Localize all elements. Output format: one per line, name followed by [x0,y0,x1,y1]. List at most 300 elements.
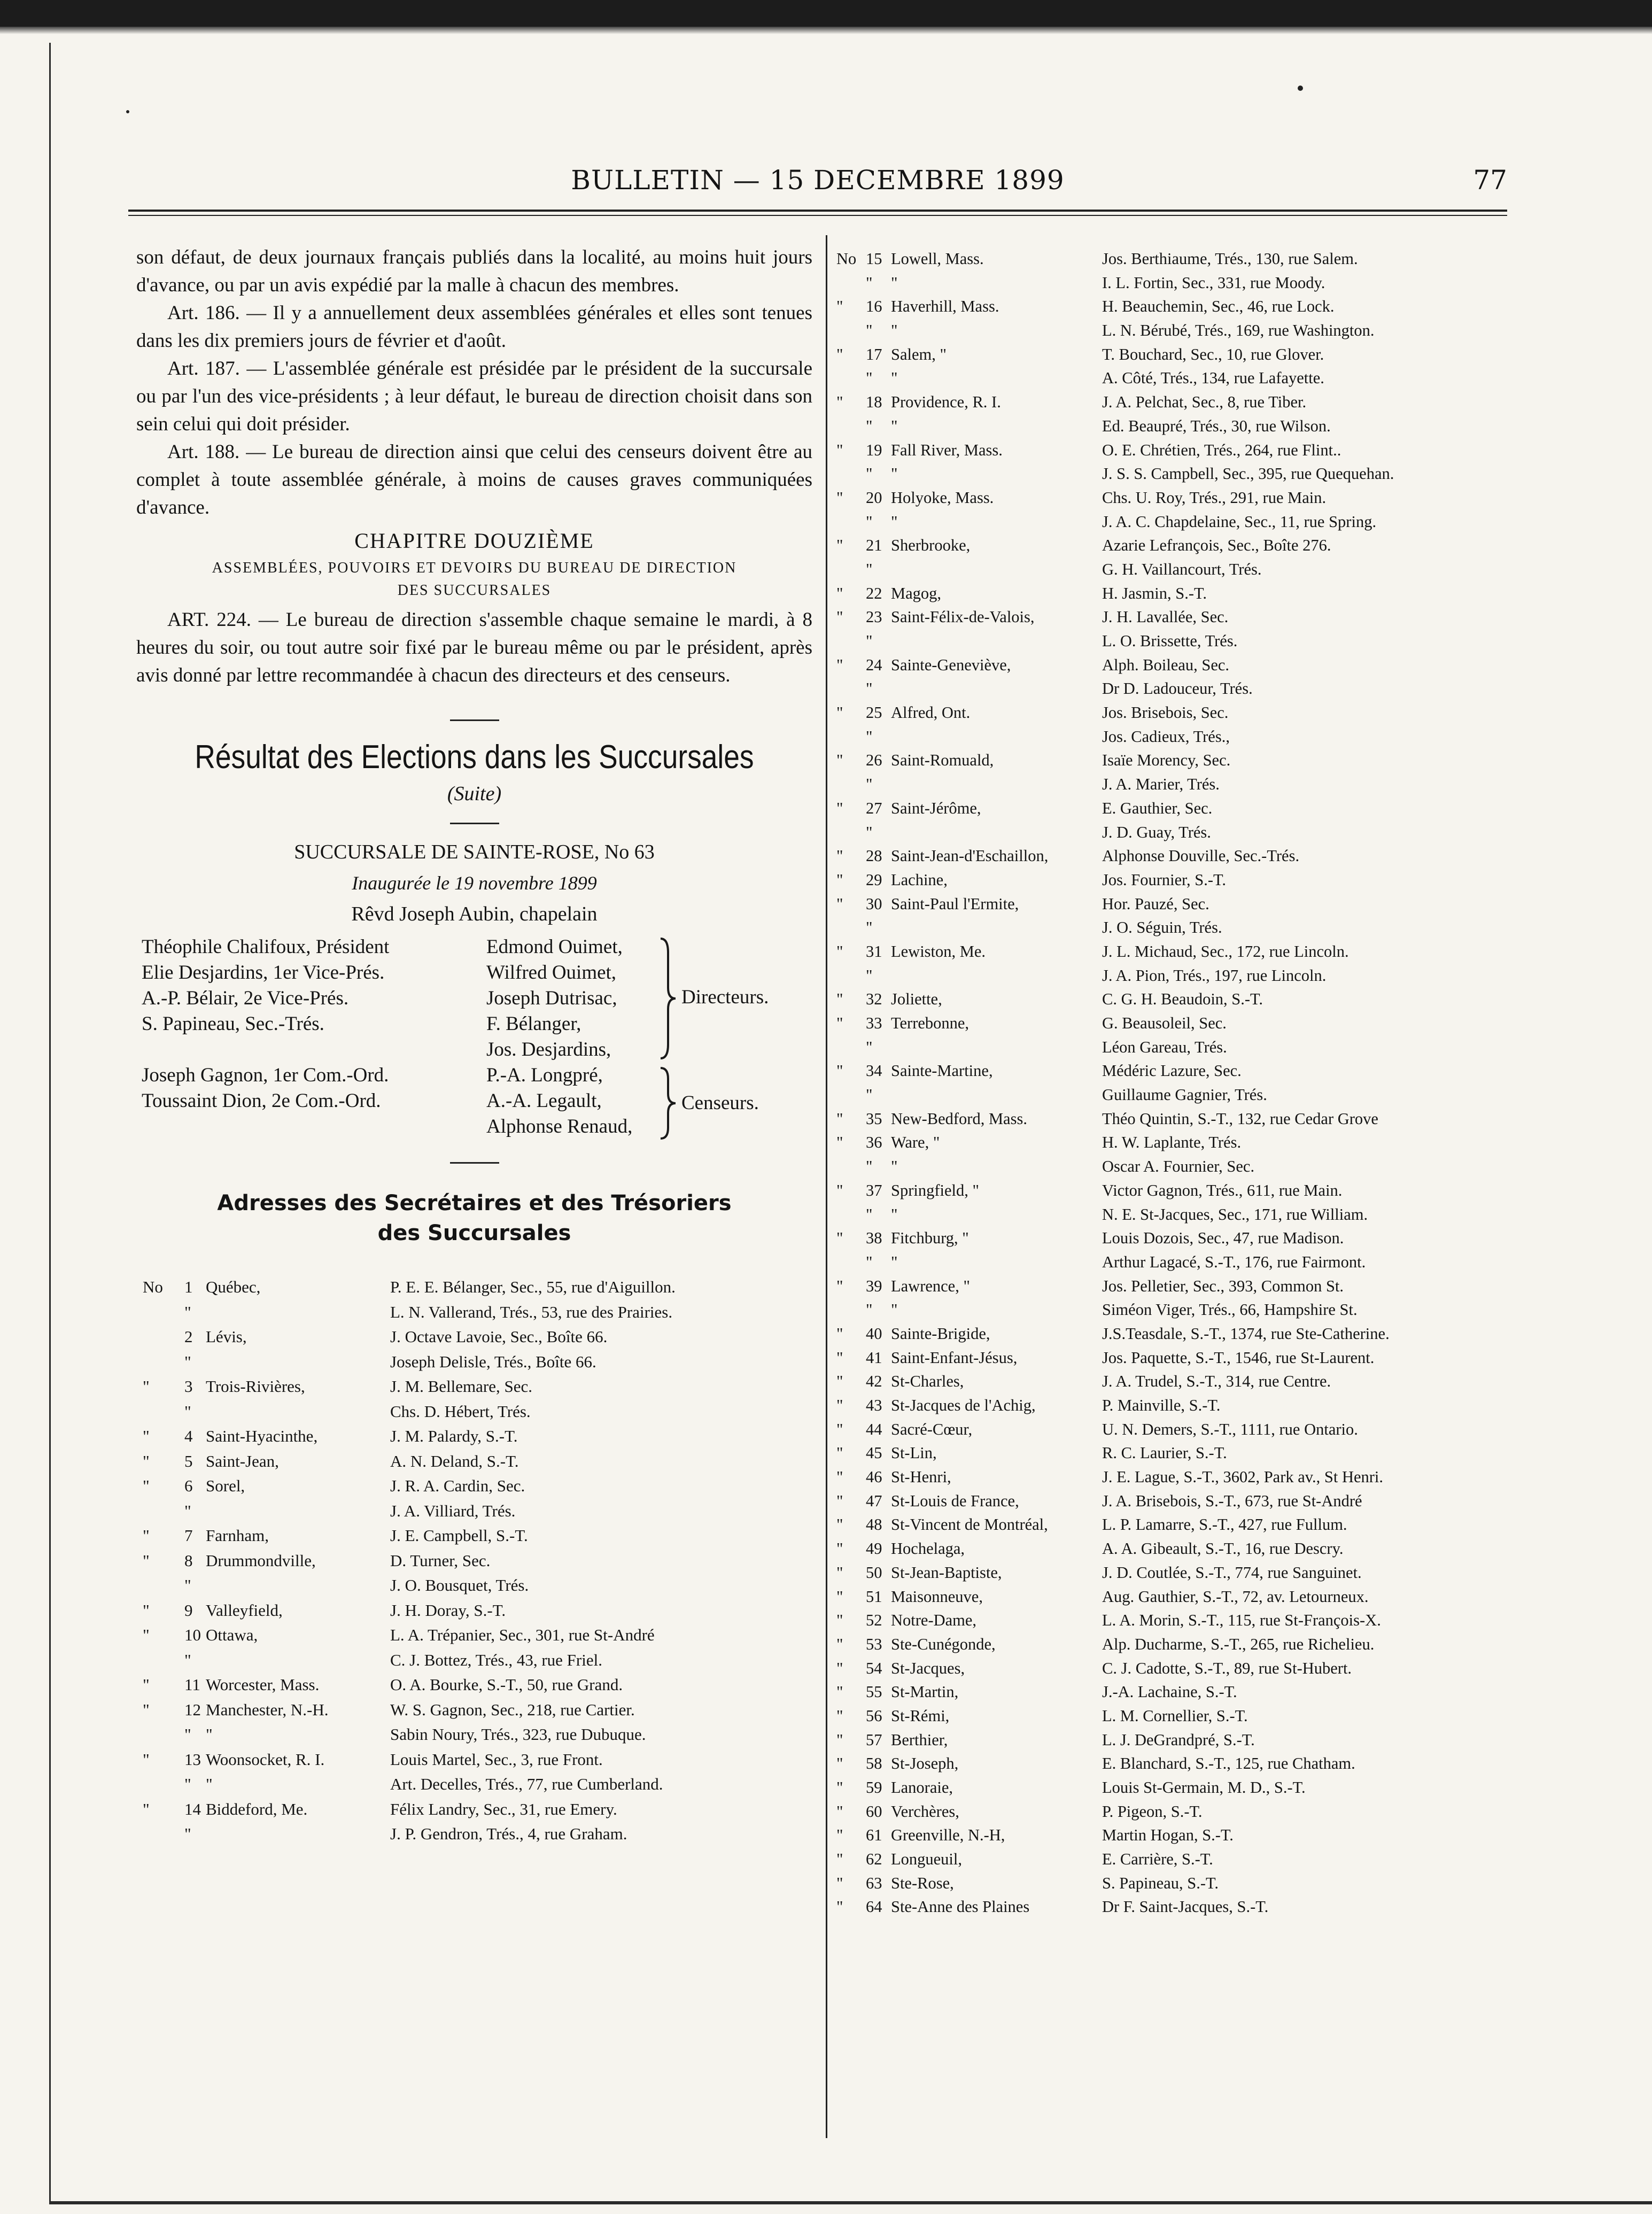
address-place: St-Jean-Baptiste, [891,1563,1002,1582]
address-prefix: " [836,1444,843,1462]
address-row [836,868,1510,892]
address-row [836,653,1510,677]
address-row [836,510,1510,534]
address-row [136,1673,812,1698]
officer: Toussaint Dion, 2e Com.-Ord. [142,1090,381,1112]
address-row [836,1704,1510,1728]
address-prefix: " [836,1730,843,1749]
address-prefix: " [836,655,843,674]
addresses-title-2: des Succursales [377,1221,571,1245]
address-prefix: " [836,870,843,889]
paragraph-art-224: ART. 224. — Le bureau de direction s'assemble chaque semaine le mardi, à 8 heures du soir, ou tout autre soir fixé par le bureau même ou par le président, après avis donné par lettre recommandée à chacun des directeurs et des censeurs. [136,609,812,686]
address-person: P. Pigeon, S.-T. [1102,1802,1203,1821]
address-row [836,1871,1510,1895]
address-row [836,366,1510,390]
address-number: " [866,966,873,985]
address-place: " [891,1157,898,1176]
address-row [136,1598,812,1623]
address-place: Verchères, [891,1802,959,1821]
address-number: 38 [866,1229,882,1248]
address-row [136,1549,812,1574]
address-number: 45 [866,1444,882,1462]
address-person: Louis St-Germain, M. D., S.-T. [1102,1778,1306,1797]
address-person: Jos. Paquette, S.-T., 1546, rue St-Laurent. [1102,1348,1375,1367]
address-row [136,1275,812,1300]
address-number: 6 [184,1476,193,1495]
address-place: Longueuil, [891,1850,962,1869]
address-place: New-Bedford, Mass. [891,1109,1027,1128]
address-prefix: " [836,1874,843,1892]
officer-spacer [142,1037,389,1063]
address-place: Saint-Jean, [206,1451,279,1470]
scan-top-shadow [0,27,1652,34]
address-person: N. E. St-Jacques, Sec., 171, rue William. [1102,1205,1368,1224]
address-person: Léon Gareau, Trés. [1102,1038,1227,1056]
address-place: Lachine, [891,870,948,889]
address-prefix: " [836,1491,843,1510]
address-number: " [866,560,873,578]
address-prefix: " [836,440,843,459]
address-person: A. Côté, Trés., 134, rue Lafayette. [1102,369,1324,388]
address-prefix: " [836,536,843,555]
address-row [836,1537,1510,1561]
address-row [836,1155,1510,1179]
address-person: J. R. A. Cardin, Sec. [390,1476,525,1495]
address-number: 61 [866,1826,882,1845]
address-person: H. Jasmin, S.-T. [1102,584,1207,602]
address-number: 11 [184,1675,200,1694]
address-person: L. J. DeGrandpré, S.-T. [1102,1730,1255,1749]
address-place: Saint-Félix-de-Valois, [891,608,1035,626]
address-place: " [891,465,898,483]
address-prefix: " [836,1539,843,1558]
address-place: Maisonneuve, [891,1587,983,1606]
address-person: J. L. Michaud, Sec., 172, rue Lincoln. [1102,942,1349,961]
address-prefix: " [836,894,843,913]
address-row [836,414,1510,438]
address-row [136,1797,812,1822]
address-row [136,1698,812,1723]
address-number: 29 [866,870,882,889]
address-prefix: " [836,1324,843,1343]
address-row [836,1369,1510,1394]
address-number: " [866,273,873,292]
address-place: Sainte-Brigide, [891,1324,990,1343]
address-prefix: " [836,1348,843,1367]
address-number: 58 [866,1754,882,1773]
address-number: 12 [184,1700,201,1719]
address-place: Notre-Dame, [891,1611,977,1630]
header-title: BULLETIN — 15 DECEMBRE 1899 [571,165,1065,196]
address-prefix: " [836,608,843,626]
address-row [136,1449,812,1474]
address-number: 43 [866,1396,882,1414]
address-number: " [184,1824,191,1843]
address-number: 41 [866,1348,882,1367]
address-row [136,1325,812,1350]
address-person: G. Beausoleil, Sec. [1102,1014,1227,1032]
address-prefix: " [143,1427,150,1445]
header-rule-thin [128,215,1507,216]
address-person: J. A. Villiard, Trés. [390,1501,516,1520]
address-place: Woonsocket, R. I. [206,1749,325,1769]
address-person: Martin Hogan, S.-T. [1102,1826,1234,1845]
address-person: Jos. Cadieux, Trés., [1102,727,1230,746]
address-number: " [866,465,873,483]
address-person: W. S. Gagnon, Sec., 218, rue Cartier. [390,1700,635,1719]
address-number: 44 [866,1420,882,1438]
address-row [836,605,1510,629]
address-person: Guillaume Gagnier, Trés. [1102,1086,1267,1104]
address-place: " [891,1205,898,1224]
address-place: Magog, [891,584,942,602]
address-number: 30 [866,894,882,913]
paragraph-art-187: Art. 187. — L'assemblée générale est présidée par le président de la succursale ou par l'un des vice-présidents ; à leur défaut, le bureau de direction choisit dans son sein celui qui doit présider. [136,358,812,435]
address-person: J. E. Lague, S.-T., 3602, Park av., St Henri. [1102,1468,1384,1487]
address-prefix: " [836,393,843,412]
column-divider [826,235,827,2138]
address-person: E. Gauthier, Sec. [1102,799,1213,817]
address-number: 8 [184,1551,193,1570]
address-person: Jos. Pelletier, Sec., 393, Common St. [1102,1276,1344,1295]
address-place: St-Lin, [891,1444,937,1462]
address-place: St-Louis de France, [891,1491,1019,1510]
address-number: " [184,1501,191,1520]
address-person: J. A. C. Chapdelaine, Sec., 11, rue Spring. [1102,512,1377,531]
address-row [836,1418,1510,1442]
addresses-list-left [136,1275,812,1847]
address-person: A. A. Gibeault, S.-T., 16, rue Descry. [1102,1539,1344,1558]
address-row [836,748,1510,772]
address-person: Alphonse Douville, Sec.-Trés. [1102,847,1300,865]
address-number: 31 [866,942,882,961]
address-person: Arthur Lagacé, S.-T., 176, rue Fairmont. [1102,1252,1366,1271]
address-row [836,271,1510,295]
address-prefix: " [143,1799,150,1818]
address-person: Aug. Gauthier, S.-T., 72, av. Letourneux. [1102,1587,1369,1606]
addresses-title: Adresses des Secrétaires et des Trésoriers [217,1191,732,1216]
scan-left-edge [49,43,51,2202]
address-number: " [184,1402,191,1421]
address-number: 36 [866,1133,882,1152]
address-row [836,725,1510,749]
address-number: 26 [866,751,882,770]
address-row [836,1680,1510,1704]
address-row [136,1300,812,1325]
address-number: " [866,727,873,746]
address-person: Jos. Berthiaume, Trés., 130, rue Salem. [1102,250,1358,268]
address-row [836,486,1510,510]
officer: A.-P. Bélair, 2e Vice-Prés. [142,987,349,1009]
address-person: O. E. Chrétien, Trés., 264, rue Flint.. [1102,440,1341,459]
address-person: Louis Martel, Sec., 3, rue Front. [390,1749,603,1769]
address-prefix: " [143,1675,150,1694]
address-number: " [866,823,873,841]
address-person: J. P. Gendron, Trés., 4, rue Graham. [390,1824,627,1843]
address-person: J. Octave Lavoie, Sec., Boîte 66. [390,1327,608,1346]
address-row [836,390,1510,414]
paragraph-art-186: Art. 186. — Il y a annuellement deux assemblées générales et elles sont tenues dans les dix premiers jours de février et d'août. [136,302,812,352]
address-person: P. E. E. Bélanger, Sec., 55, rue d'Aiguillon. [390,1278,676,1296]
address-place: St-Joseph, [891,1754,959,1773]
officer: Théophile Chalifoux, Président [142,936,390,958]
address-number: " [866,679,873,698]
address-prefix: " [836,1133,843,1152]
address-place: Saint-Enfant-Jésus, [891,1348,1018,1367]
address-row [836,462,1510,486]
address-number: 25 [866,703,882,722]
address-person: J. D. Coutlée, S.-T., 774, rue Sanguinet. [1102,1563,1362,1582]
section-divider [450,1162,499,1164]
address-person: H. Beauchemin, Sec., 46, rue Lock. [1102,297,1335,316]
address-number: 54 [866,1659,882,1677]
director: Wilfred Ouimet, [486,962,617,984]
address-prefix: " [836,1898,843,1916]
address-place: Saint-Paul l'Ermite, [891,894,1019,913]
address-place: St-Martin, [891,1683,959,1701]
address-place: Québec, [206,1278,261,1296]
address-place: Sainte-Geneviève, [891,655,1011,674]
address-prefix: " [836,1062,843,1080]
address-prefix: " [143,1600,150,1620]
addresses-list-right [836,247,1510,1919]
address-number: 53 [866,1635,882,1653]
address-prefix: No [143,1278,163,1296]
directors-brace [657,936,679,1060]
address-person: Ed. Beaupré, Trés., 30, rue Wilson. [1102,416,1331,435]
address-person: L. M. Cornellier, S.-T. [1102,1706,1248,1725]
address-prefix: " [836,799,843,817]
address-prefix: " [836,990,843,1009]
address-person: Dr D. Ladouceur, Trés. [1102,679,1253,698]
address-number: 24 [866,655,882,674]
address-number: " [866,1252,873,1271]
address-number: " [184,1725,191,1744]
address-place: Sainte-Martine, [891,1062,993,1080]
elections-title: Résultat des Elections dans les Succursales [195,739,754,776]
address-prefix: " [836,847,843,865]
address-place: Lanoraie, [891,1778,953,1797]
censors-role: Censeurs. [681,1092,759,1114]
address-place: " [891,1300,898,1319]
address-place: St-Rémi, [891,1706,950,1725]
address-prefix: " [836,1635,843,1653]
address-number: 28 [866,847,882,865]
address-prefix: " [836,1420,843,1438]
address-number: 49 [866,1539,882,1558]
address-number: 57 [866,1730,882,1749]
address-person: J.-A. Lachaine, S.-T. [1102,1683,1237,1701]
address-prefix: " [836,584,843,602]
address-number: 34 [866,1062,882,1080]
address-number: 50 [866,1563,882,1582]
address-number: " [866,918,873,937]
address-row [836,1083,1510,1107]
address-number: 2 [184,1327,193,1346]
address-prefix: " [836,942,843,961]
address-row [136,1722,812,1747]
address-person: L. A. Morin, S.-T., 115, rue St-François-X. [1102,1611,1381,1630]
address-prefix: " [143,1377,150,1396]
address-row [836,1585,1510,1609]
address-row [836,1823,1510,1847]
address-prefix: " [143,1700,150,1719]
address-row [836,820,1510,845]
address-number: " [866,1205,873,1224]
address-person: L. P. Lamarre, S.-T., 427, rue Fullum. [1102,1515,1347,1534]
officers-left-list [142,934,389,1114]
officer: Elie Desjardins, 1er Vice-Prés. [142,962,385,984]
address-row [836,1752,1510,1776]
address-place: Joliette, [891,990,942,1009]
address-place: " [206,1725,213,1744]
address-prefix: " [836,1229,843,1248]
right-column [836,247,1510,1919]
address-place: Salem, " [891,345,947,363]
address-number: 4 [184,1427,193,1445]
address-row [136,1523,812,1549]
address-place: " [891,416,898,435]
address-prefix: " [836,1659,843,1677]
address-row [136,1648,812,1673]
censor: P.-A. Longpré, [486,1064,603,1086]
address-number: 47 [866,1491,882,1510]
address-prefix: " [836,1706,843,1725]
address-row [836,1800,1510,1824]
address-prefix: " [143,1551,150,1570]
address-row [136,1623,812,1648]
address-place: St-Charles, [891,1372,964,1391]
address-person: J. A. Trudel, S.-T., 314, rue Centre. [1102,1372,1331,1391]
address-prefix: " [836,1683,843,1701]
address-place: Springfield, " [891,1181,979,1199]
address-place: St-Henri, [891,1468,951,1487]
address-person: Chs. D. Hébert, Trés. [390,1402,531,1421]
address-number: 64 [866,1898,882,1916]
address-prefix: " [836,1754,843,1773]
address-place: Farnham, [206,1526,269,1545]
address-number: 13 [184,1749,201,1769]
address-row [836,1131,1510,1155]
address-person: L. N. Vallerand, Trés., 53, rue des Prairies. [390,1302,673,1321]
address-person: S. Papineau, S.-T. [1102,1874,1219,1892]
address-row [836,1011,1510,1035]
address-person: L. A. Trépanier, Sec., 301, rue St-André [390,1625,655,1644]
address-person: Sabin Noury, Trés., 323, rue Dubuque. [390,1725,646,1744]
page-number: 77 [1473,165,1507,196]
address-prefix: " [836,1181,843,1199]
address-row [836,677,1510,701]
address-person: Hor. Pauzé, Sec. [1102,894,1209,913]
address-row [836,1895,1510,1919]
address-place: Lévis, [206,1327,247,1346]
address-person: J. O. Séguin, Trés. [1102,918,1222,937]
address-place: Worcester, Mass. [206,1675,320,1694]
address-place: Lewiston, Me. [891,942,986,961]
address-person: J. H. Lavallée, Sec. [1102,608,1229,626]
address-person: U. N. Demers, S.-T., 1111, rue Ontario. [1102,1420,1358,1438]
address-number: 27 [866,799,882,817]
address-row [836,1059,1510,1083]
address-row [136,1399,812,1425]
address-person: Louis Dozois, Sec., 47, rue Madison. [1102,1229,1344,1248]
address-row [836,629,1510,653]
address-person: Joseph Delisle, Trés., Boîte 66. [390,1352,596,1371]
address-number: 48 [866,1515,882,1534]
address-number: 1 [184,1278,193,1296]
address-number: 42 [866,1372,882,1391]
address-prefix: " [836,1611,843,1630]
address-prefix: " [836,1396,843,1414]
address-number: 60 [866,1802,882,1821]
address-place: " [891,369,898,388]
address-number: " [866,321,873,340]
address-number: 37 [866,1181,882,1199]
address-person: J. O. Bousquet, Trés. [390,1576,529,1594]
address-person: J.S.Teasdale, S.-T., 1374, rue Ste-Catherine. [1102,1324,1390,1343]
address-row [136,1573,812,1598]
address-number: 18 [866,393,882,412]
section-divider [450,719,499,721]
officer: S. Papineau, Sec.-Trés. [142,1013,324,1035]
page-header [128,160,1507,203]
ink-speck [126,110,129,113]
address-number: " [184,1302,191,1321]
address-person: Dr F. Saint-Jacques, S.-T. [1102,1898,1269,1916]
address-prefix: " [143,1451,150,1470]
address-number: 3 [184,1377,193,1396]
address-person: C. J. Cadotte, S.-T., 89, rue St-Hubert. [1102,1659,1352,1677]
address-person: Théo Quintin, S.-T., 132, rue Cedar Grove [1102,1109,1378,1128]
address-place: " [891,1252,898,1271]
address-prefix: " [836,1014,843,1032]
address-person: L. N. Bérubé, Trés., 169, rue Washington. [1102,321,1375,340]
address-row [836,987,1510,1011]
address-row [836,1226,1510,1250]
address-person: Oscar A. Fournier, Sec. [1102,1157,1255,1176]
address-row [136,1499,812,1524]
address-place: Holyoke, Mass. [891,488,994,507]
address-row [836,343,1510,367]
address-number: 21 [866,536,882,555]
address-prefix: No [836,250,857,268]
address-row [836,1608,1510,1632]
address-row [836,892,1510,916]
address-prefix: " [836,488,843,507]
address-number: 5 [184,1451,193,1470]
address-person: J. E. Campbell, S.-T. [390,1526,528,1545]
address-row [836,1346,1510,1370]
address-number: 22 [866,584,882,602]
address-row [136,1822,812,1847]
address-number: 9 [184,1600,193,1620]
address-row [836,1179,1510,1203]
paragraph-art-188: Art. 188. — Le bureau de direction ainsi que celui des censeurs doivent être au complet à toute assemblée générale, à moins de causes graves communiquées d'avance. [136,441,812,518]
address-number: " [866,775,873,794]
address-number: 7 [184,1526,193,1545]
address-place: Saint-Hyacinthe, [206,1427,318,1445]
address-person: T. Bouchard, Sec., 10, rue Glover. [1102,345,1324,363]
address-number: 63 [866,1874,882,1892]
address-place: St-Jacques de l'Achig, [891,1396,1036,1414]
address-person: H. W. Laplante, Trés. [1102,1133,1242,1152]
address-place: Sherbrooke, [891,536,971,555]
address-row [836,319,1510,343]
address-row [836,1274,1510,1298]
chapter-title: CHAPITRE DOUZIÈME [354,529,594,553]
address-number: 59 [866,1778,882,1797]
address-prefix: " [836,1372,843,1391]
